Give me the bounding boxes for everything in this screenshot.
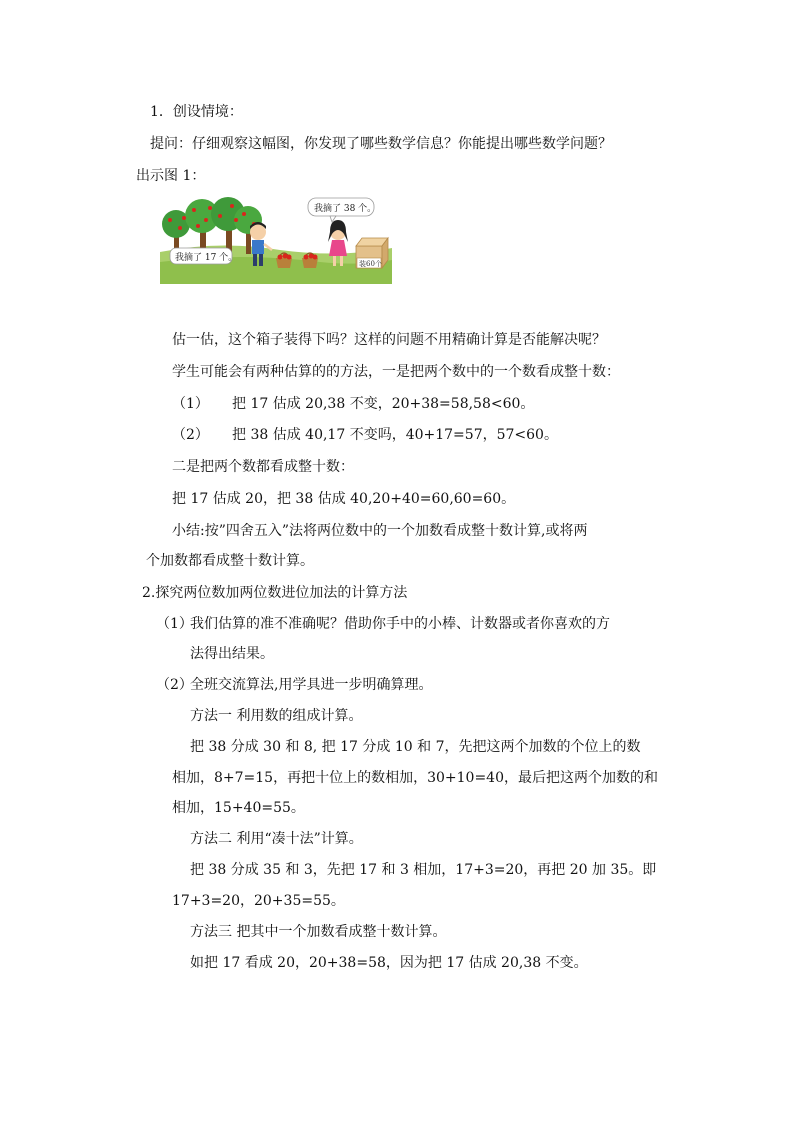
part2-text: 全班交流算法,用学具进一步明确算理。 (190, 677, 433, 693)
way2-line-2: 17+3=20，20+35=55。 (172, 893, 345, 909)
method1-number: （1） (172, 396, 209, 412)
method1-text: 把 17 估成 20,38 不变，20+38=58,58<60。 (232, 396, 535, 412)
estimate-question: 估一估，这个箱子装得下吗？这样的问题不用精确计算是否能解决呢？ (172, 332, 606, 348)
show-figure-text: 出示图 1： (136, 168, 206, 184)
second-method-calc: 把 17 估成 20，把 38 估成 40,20+40=60,60=60。 (172, 491, 516, 507)
cardboard-box (356, 238, 388, 268)
part1-text-2: 法得出结果。 (190, 646, 274, 662)
part2-number: （2） (156, 677, 193, 693)
way1-line-2: 相加，8+7=15，再把十位上的数相加，30+10=40，最后把这两个加数的和 (172, 770, 658, 786)
part1-number: （1） (156, 616, 193, 632)
section2-title: 2.探究两位数加两位数进位加法的计算方法 (142, 585, 408, 601)
boy-bubble-text: 我摘了 17 个。 (175, 253, 238, 263)
method2-number: （2） (172, 427, 209, 443)
boy-speech-bubble (170, 248, 237, 264)
apple-trees (162, 197, 262, 254)
method2-text: 把 38 估成 40,17 不变吗，40+17=57，57<60。 (232, 427, 558, 443)
way2-title: 方法二 利用“凑十法”计算。 (190, 831, 363, 847)
part1-text-1: 我们估算的准不准确呢？借助你手中的小棒、计数器或者你喜欢的方 (190, 616, 610, 632)
summary-line-2: 个加数都看成整十数计算。 (146, 553, 314, 569)
summary-line-1: 小结:按”四舍五入”法将两位数中的一个加数看成整十数计算,或将两 (172, 523, 588, 539)
way1-line-3: 相加，15+40=55。 (172, 800, 305, 816)
way1-title: 方法一 利用数的组成计算。 (190, 708, 363, 724)
way1-line-1: 把 38 分成 30 和 8, 把 17 分成 10 和 7，先把这两个加数的个位上的数 (190, 739, 641, 755)
methods-intro: 学生可能会有两种估算的的方法，一是把两个数中的一个数看成整十数： (172, 364, 620, 380)
apple-picking-illustration (160, 192, 392, 284)
question-text: 提问：仔细观察这幅图，你发现了哪些数学信息？你能提出哪些数学问题？ (150, 136, 612, 152)
girl-bubble-text: 我摘了 38 个。 (314, 204, 377, 214)
way3-line-1: 如把 17 看成 20，20+38=58，因为把 17 估成 20,38 不变。 (190, 955, 588, 971)
girl-speech-bubble (308, 198, 376, 222)
section1-title: 1．创设情境： (150, 104, 243, 120)
box-label: 装60个 (359, 260, 382, 268)
way3-title: 方法三 把其中一个加数看成整十数计算。 (190, 924, 447, 940)
second-method-intro: 二是把两个数都看成整十数： (172, 459, 354, 475)
way2-line-1: 把 38 分成 35 和 3，先把 17 和 3 相加，17+3=20，再把 20 加 35。即 (190, 862, 657, 878)
